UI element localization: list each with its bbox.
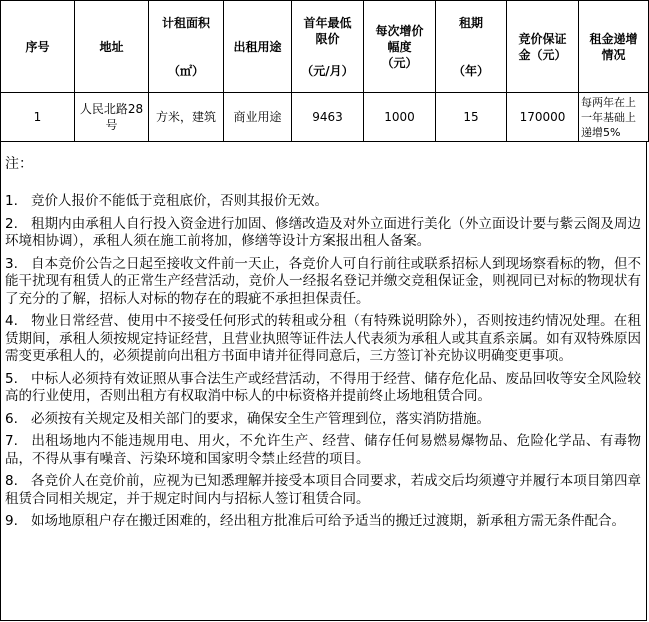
cell-address: 人民北路28 号: [75, 93, 149, 142]
cell-deposit: 170000: [507, 93, 579, 142]
cell-increment: 1000: [364, 93, 436, 142]
lease-table: [0, 0, 649, 142]
header-seq: 序号: [1, 1, 75, 93]
note-text: 出租场地内不能违规用电、用火，不允许生产、经营、储存任何易燃易爆物品、危险化学品、有毒物品，不得从事有噪音、污染环境和国家明令禁止经营的项目。: [5, 433, 641, 467]
cell-area: 方米，建筑: [149, 93, 224, 142]
note-number: 6.: [5, 410, 18, 427]
note-text: 竞价人报价不能低于竞租底价，否则其报价无效。: [31, 193, 328, 209]
header-area-unit: （㎡）: [167, 63, 204, 78]
note-number: 7.: [5, 433, 18, 449]
header-usage: 出租用途: [224, 1, 292, 93]
note-text: 自本竞价公告之日起至接收文件前一天止，各竞价人可自行前往或联系招标人到现场察看标的物，但不能干扰现有租赁人的正常生产经营活动，竞价人一经报名登记并缴交竞租保证金，则视同已对标的物现状有了充分的了解，招标人对标的物存在的瑕疵不承担担保责任。: [5, 255, 641, 307]
note-number: 5.: [5, 370, 18, 387]
note-item: [5, 513, 641, 531]
note-item: [5, 313, 641, 366]
note-item: [5, 371, 641, 406]
table-header-row: [1, 1, 649, 93]
header-area-title: 计租面积: [161, 15, 210, 30]
note-item: [5, 256, 641, 309]
note-item: [5, 473, 641, 508]
header-min-price: 首年最低 限价 （元/月）: [292, 1, 364, 93]
note-text: 必须按有关规定及相关部门的要求，确保安全生产管理到位，落实消防措施。: [31, 410, 490, 427]
header-term-unit: （年）: [452, 63, 489, 78]
note-item: [5, 193, 641, 211]
header-area: [149, 1, 224, 93]
header-deposit: 竞价保证 金（元）: [507, 1, 579, 93]
note-number: 8.: [5, 473, 18, 489]
notes-title: 注：: [5, 156, 33, 172]
notes-list: [5, 193, 641, 536]
cell-escalation: 每两年在上 一年基础上 递增5%: [579, 93, 649, 142]
note-number: 1.: [5, 193, 18, 209]
note-text: 中标人必须持有效证照从事合法生产或经营活动，不得用于经营、储存危化品、废品回收等安全风险较高的行业使用，否则出租方有权取消中标人的中标资格并提前终止场地租赁合同。: [5, 370, 641, 404]
cell-min-price: 9463: [292, 93, 364, 142]
note-number: 9.: [5, 513, 18, 529]
note-text: 各竞价人在竞价前，应视为已知悉理解并接受本项目合同要求，若成交后均须遵守并履行本项目第四章租赁合同相关规定，并于规定时间内与招标人签订租赁合同。: [5, 473, 641, 507]
header-term-title: 租期: [458, 15, 483, 30]
header-term: [436, 1, 507, 93]
cell-term: 15: [436, 93, 507, 142]
cell-seq: 1: [1, 93, 75, 142]
note-number: 4.: [5, 313, 18, 329]
note-item: [5, 216, 641, 251]
table-row: [1, 93, 649, 142]
note-number: 3.: [5, 255, 18, 272]
note-number: 2.: [5, 215, 18, 232]
header-escalation: 租金递增 情况: [579, 1, 649, 93]
header-address: 地址: [75, 1, 149, 93]
cell-usage: 商业用途: [224, 93, 292, 142]
note-item: [5, 411, 641, 429]
note-text: 租期内由承租人自行投入资金进行加固、修缮改造及对外立面进行美化（外立面设计要与紫云阁及周边环境相协调），承租人须在施工前将加，修缮等设计方案报出租人备案。: [5, 215, 641, 249]
note-text: 物业日常经营、使用中不接受任何形式的转租或分租（有特殊说明除外），否则按违约情况处理。在租赁期间，承租人须按规定持证经营，且营业执照等证件法人代表须为承租人或其直系亲属。如有双特殊原因需变更承租人的，必须提前向出租方书面申请并征得同意后，三方签订补充协议明确变更事项。: [5, 313, 641, 364]
note-text: 如场地原租户存在搬迁困难的，经出租方批准后可给予适当的搬迁过渡期，新承租方需无条件配合。: [31, 513, 625, 529]
note-item: [5, 433, 641, 468]
header-increment: 每次增价 幅度 （元）: [364, 1, 436, 93]
notes-section: [0, 141, 647, 621]
